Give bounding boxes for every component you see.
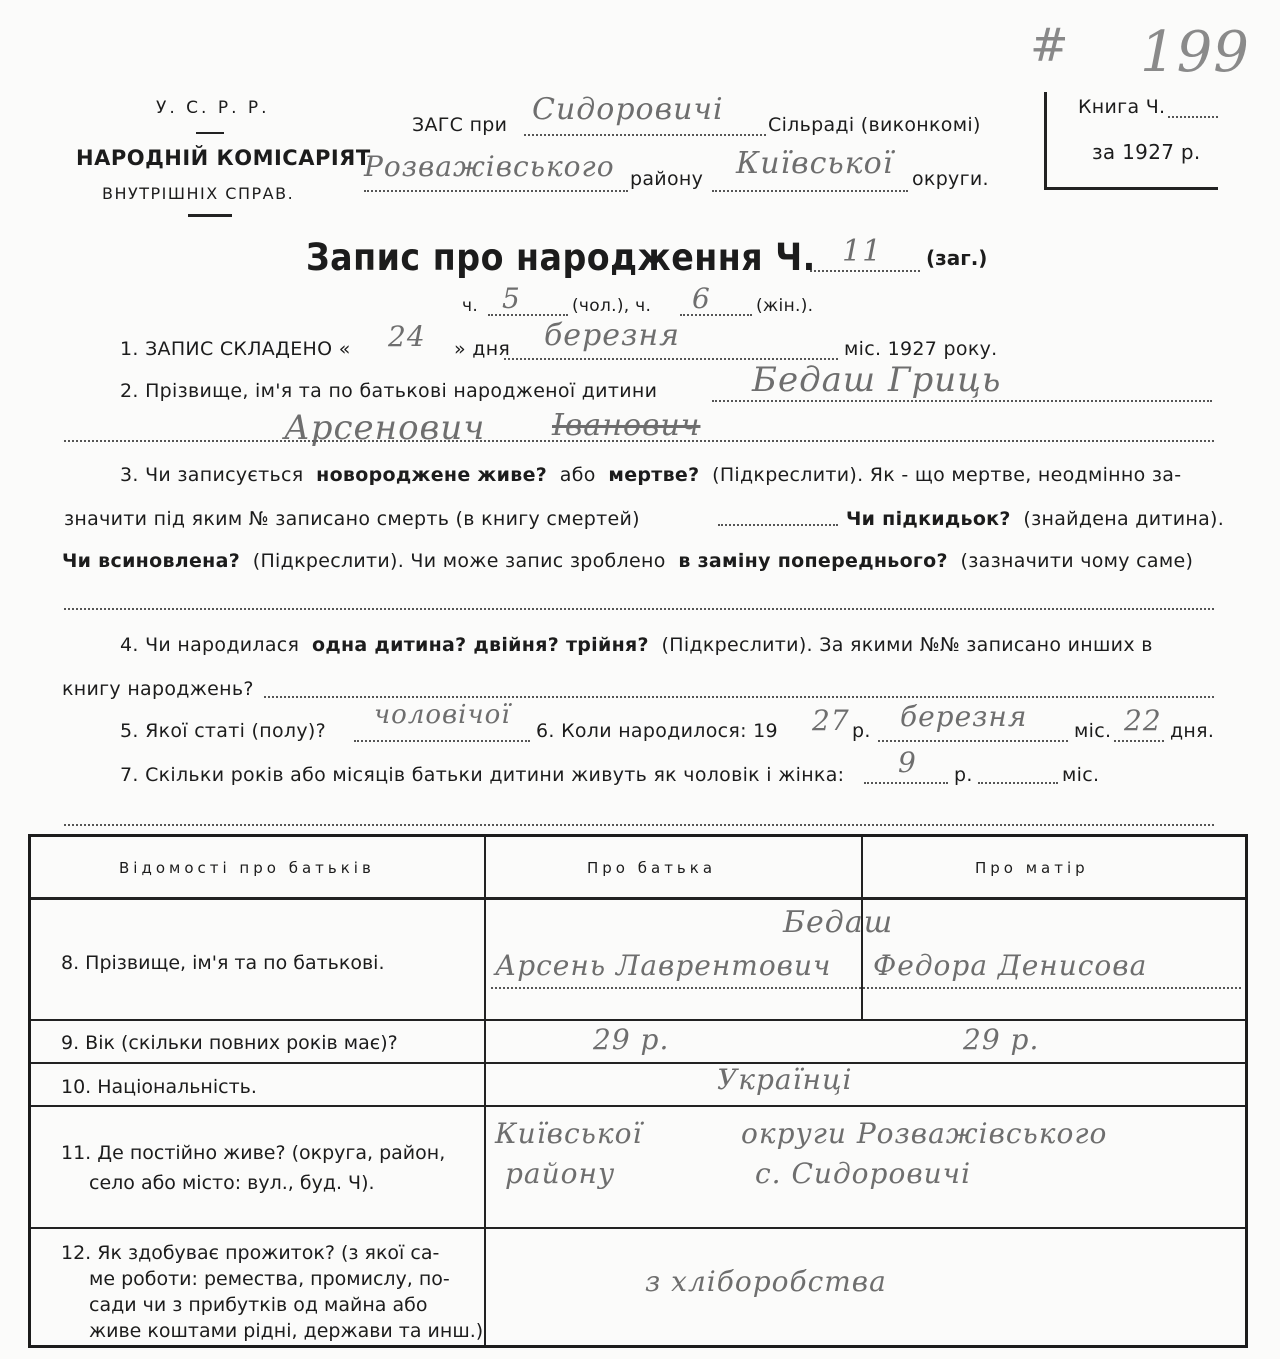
table-col-divider bbox=[484, 837, 486, 1345]
item6-month-hw: березня bbox=[900, 700, 1028, 733]
item7-line2 bbox=[64, 824, 1214, 826]
commissariat-title: НАРОДНІЙ КОМІСАРІЯТ bbox=[76, 146, 371, 170]
table-row-divider bbox=[31, 1019, 1245, 1021]
item5-sex-hw: чоловічої bbox=[374, 700, 511, 730]
item3-text: значити під яким № записано смерть (в книгу смертей) bbox=[64, 508, 640, 530]
item4-line2: книгу народжень? bbox=[62, 678, 254, 700]
row10-label: 10. Національність. bbox=[61, 1076, 257, 1098]
row12-label-3: сади чи з прибутків од майна або bbox=[89, 1294, 428, 1316]
item3-replacement-option: в заміну попереднього? bbox=[678, 550, 948, 572]
item1-month-hw: березня bbox=[544, 318, 681, 353]
parents-table bbox=[28, 834, 1248, 1348]
book-box-left-border bbox=[1044, 92, 1047, 190]
item3-line2 bbox=[64, 508, 640, 530]
male-count-label: (чол.), ч. bbox=[572, 296, 652, 316]
subcount-ch: ч. bbox=[462, 296, 479, 316]
table-row-divider bbox=[31, 1062, 1245, 1064]
row12-label-1: 12. Як здобуває прожиток? (з якої са- bbox=[61, 1242, 440, 1264]
item7-mis: міс. bbox=[1062, 764, 1100, 786]
item6-label: 6. Коли народилося: 19 bbox=[536, 720, 778, 742]
book-box-bottom-border bbox=[1044, 187, 1218, 190]
table-row-divider bbox=[31, 897, 1245, 900]
item6-day-hw: 22 bbox=[1124, 704, 1162, 737]
item4-line2-dots bbox=[264, 696, 1214, 698]
row11-shared-hw-2: с. Сидоровичі bbox=[755, 1157, 972, 1190]
item6-dnya: дня. bbox=[1170, 720, 1215, 742]
row9-mother-hw: 29 р. bbox=[963, 1023, 1040, 1056]
okrug-handwritten: Київської bbox=[736, 146, 894, 181]
item3-dead-option: мертве? bbox=[608, 464, 700, 486]
item7-years-hw: 9 bbox=[898, 746, 917, 779]
male-count-line bbox=[488, 314, 568, 316]
item6-month-line bbox=[878, 740, 1068, 742]
republic-abbreviation: У. С. Р. Р. bbox=[156, 98, 270, 118]
row12-label-2: ме роботи: ремества, промислу, по- bbox=[89, 1268, 450, 1290]
row11-label-1: 11. Де постійно живе? (округа, район, bbox=[61, 1142, 446, 1164]
row12-label-4: живе коштами рідні, держави та инш.) bbox=[89, 1320, 484, 1342]
female-count-label: (жін.). bbox=[756, 296, 814, 316]
item1-after-day: » дня bbox=[454, 338, 511, 360]
row11-father-hw-1: Київської bbox=[495, 1117, 643, 1150]
row11-shared-hw-1: округи Розважівського bbox=[741, 1117, 1108, 1150]
item7-years-line bbox=[864, 782, 948, 784]
book-year-label: за 1927 р. bbox=[1092, 140, 1201, 164]
record-title-suffix: (заг.) bbox=[926, 246, 988, 270]
item1-label: 1. ЗАПИС СКЛАДЕНО « bbox=[120, 338, 351, 360]
item3-text: (Підкреслити). Як - що мертве, неодмінно за- bbox=[712, 464, 1182, 486]
book-number-label: Книга Ч. bbox=[1078, 96, 1166, 118]
row9-father-hw: 29 р. bbox=[593, 1023, 670, 1056]
row9-label: 9. Вік (скільки повних років має)? bbox=[61, 1032, 398, 1054]
item3-text: 3. Чи записується bbox=[120, 464, 304, 486]
okrug-label: округи. bbox=[912, 168, 989, 190]
hash-mark: # bbox=[1030, 18, 1070, 72]
item3-line4 bbox=[64, 608, 1214, 610]
item3-alive-option: новороджене живе? bbox=[316, 464, 548, 486]
district-line bbox=[364, 190, 628, 192]
item3-text: (зазначити чому саме) bbox=[960, 550, 1194, 572]
item2-surname-line bbox=[712, 400, 1212, 402]
item2-struck-hw: Іванович bbox=[552, 408, 701, 443]
item3-line3 bbox=[62, 550, 1193, 572]
district-label: району bbox=[630, 168, 704, 190]
item1-day-hw: 24 bbox=[388, 320, 426, 353]
item3-line1 bbox=[120, 464, 1181, 486]
item4-text: 4. Чи народилася bbox=[120, 634, 300, 656]
row8-father-hw: Арсень Лаврентович bbox=[495, 949, 832, 982]
item5-label: 5. Якої статі (полу)? bbox=[120, 720, 326, 742]
header-parents-info: Відомості про батьків bbox=[119, 859, 375, 877]
header-father: Про батька bbox=[587, 859, 717, 877]
item7-r: р. bbox=[954, 764, 973, 786]
row10-nationality-hw: Українці bbox=[717, 1063, 853, 1096]
record-title: Запис про народження Ч. bbox=[306, 236, 816, 279]
item4-line1 bbox=[120, 634, 1153, 656]
item3-text: або bbox=[559, 464, 596, 486]
item1-tail: міс. 1927 року. bbox=[844, 338, 998, 360]
ministry-title: ВНУТРІШНІХ СПРАВ. bbox=[102, 184, 295, 203]
item2-surname-hw: Бедаш Гриць bbox=[752, 360, 1002, 400]
item4-options: одна дитина? двійня? трійня? bbox=[311, 634, 649, 656]
village-handwritten: Сидоровичі bbox=[532, 92, 724, 127]
header-divider bbox=[196, 132, 224, 134]
item2-patronymic-hw: Арсенович bbox=[284, 408, 486, 448]
row8-shared-surname-hw: Бедаш bbox=[783, 905, 894, 940]
row8-mother-hw: Федора Денисова bbox=[873, 949, 1148, 982]
row12-occupation-hw: з хліборобства bbox=[645, 1265, 887, 1298]
row8-label: 8. Прізвище, ім'я та по батькові. bbox=[61, 952, 385, 974]
header-divider bbox=[188, 214, 232, 217]
item6-r: р. bbox=[852, 720, 871, 742]
female-count-line bbox=[680, 314, 752, 316]
table-row-divider bbox=[31, 1105, 1245, 1107]
item2-label: 2. Прізвище, ім'я та по батькові народженої дитини bbox=[120, 380, 658, 402]
village-suffix: Сільраді (виконкомі) bbox=[768, 114, 981, 136]
record-number-handwritten: 199 bbox=[1140, 20, 1250, 85]
male-count-hw: 5 bbox=[502, 282, 521, 315]
record-number-line bbox=[810, 270, 920, 272]
book-number-line bbox=[1168, 116, 1218, 118]
item7-label: 7. Скільки років або місяців батьки дитини живуть як чоловік і жінка: bbox=[120, 764, 845, 786]
item3-adopted-option: Чи всиновлена? bbox=[62, 550, 241, 572]
table-row-divider bbox=[31, 1227, 1245, 1229]
row11-father-hw-2: району bbox=[505, 1157, 616, 1190]
header-mother: Про матір bbox=[975, 859, 1089, 877]
item3-death-line bbox=[718, 524, 838, 526]
item5-sex-line bbox=[354, 740, 530, 742]
record-number-hw: 11 bbox=[842, 234, 883, 269]
okrug-line bbox=[712, 190, 908, 192]
item3-foundling-option: Чи підкидьок? bbox=[846, 508, 1011, 530]
row8-line bbox=[491, 987, 1241, 989]
item2-line2 bbox=[64, 440, 1214, 442]
village-line bbox=[524, 134, 766, 136]
item7-months-line bbox=[978, 782, 1058, 784]
item6-mis: міс. bbox=[1074, 720, 1112, 742]
item3-line2b bbox=[846, 508, 1224, 530]
female-count-hw: 6 bbox=[692, 282, 711, 315]
item3-text: (Підкреслити). Чи може запис зроблено bbox=[252, 550, 666, 572]
item6-day-line bbox=[1114, 740, 1164, 742]
district-handwritten: Розважівського bbox=[364, 150, 615, 183]
zags-prefix: ЗАГС при bbox=[412, 114, 508, 136]
item3-text: (знайдена дитина). bbox=[1023, 508, 1225, 530]
item6-year-hw: 27 bbox=[812, 704, 850, 737]
item4-text: (Підкреслити). За якими №№ записано инших в bbox=[661, 634, 1153, 656]
row11-label-2: село або місто: вул., буд. Ч). bbox=[89, 1172, 375, 1194]
